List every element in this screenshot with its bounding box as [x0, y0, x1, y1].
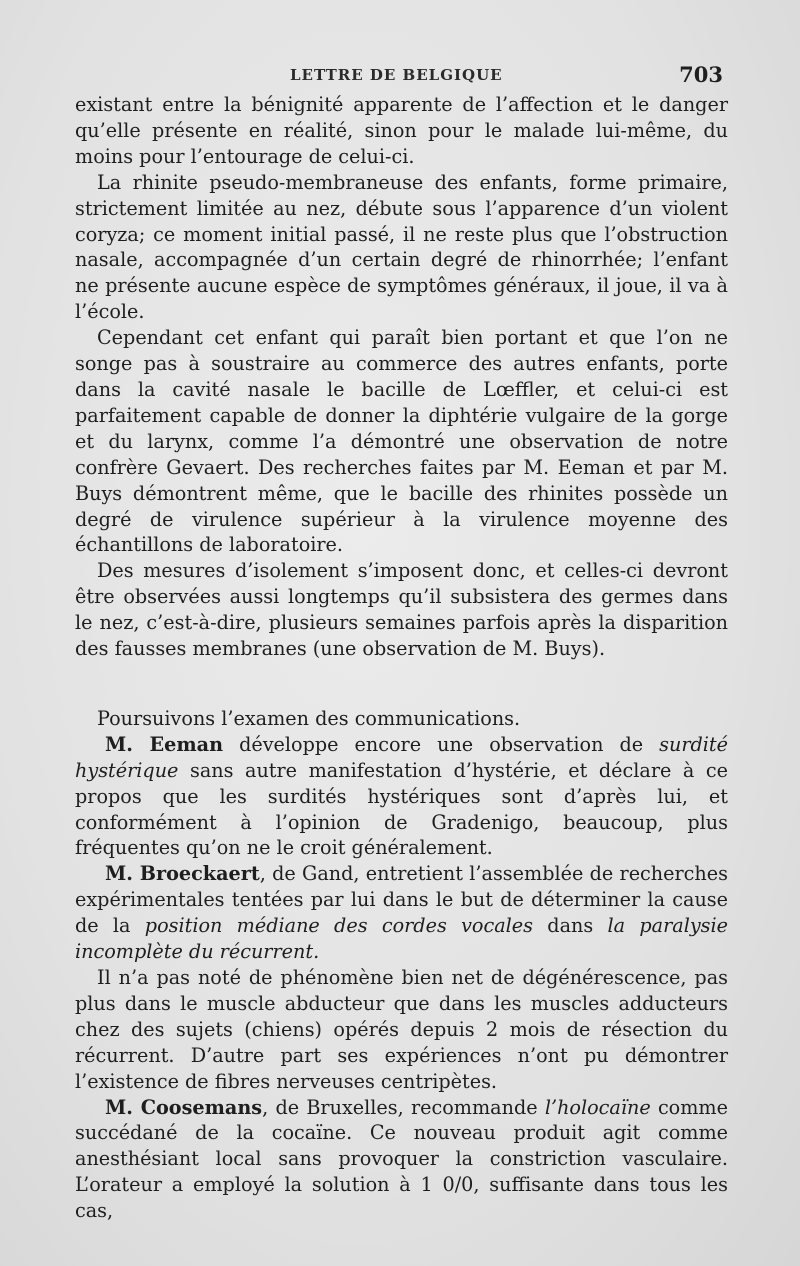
paragraph-rhinite: La rhinite pseudo-membraneuse des enfants, forme primaire, strictement limitée au nez, débute sous l’apparence d’un violent coryza; ce moment initial passé, il ne reste plus que l’obstruction nasale, accompagnée d’un certain degré de rhinorrhée; l’enfant ne présente aucune espèce de symptômes généraux, il joue, il va à l’école. — [75, 170, 728, 324]
italic-term: position médiane des cordes vocales — [144, 914, 533, 938]
paragraph-text: dans — [533, 914, 608, 938]
paragraph-continuation: existant entre la bénignité apparente de l’affection et le danger qu’elle présente en réalité, sinon pour le malade lui-même, du moins pour l’entourage de celui-ci. — [75, 93, 728, 168]
speaker-name: M. Eeman — [105, 732, 224, 756]
page-number: 703 — [679, 62, 723, 87]
paragraph-broeckaert — [75, 861, 728, 965]
section-gap — [75, 662, 728, 706]
speaker-name: M. Coosemans — [105, 1095, 263, 1119]
speaker-name: M. Broeckaert — [105, 862, 260, 886]
paragraph-eeman — [75, 732, 728, 862]
paragraph-text: développe encore une observation de — [223, 732, 660, 756]
italic-term: surdité hystérique — [75, 732, 728, 782]
paragraph-coosemans — [75, 1095, 728, 1225]
paragraph-isolement: Des mesures d’isolement s’imposent donc, et celles-ci devront être observées aussi longtemps qu’il subsistera des germes dans le nez, c’est-à-dire, plusieurs semaines parfois après la disparition des fausses membranes (une observation de M. Buys). — [75, 559, 728, 661]
paragraph-text: , de Gand, entretient l’assemblée de recherches expérimentales tentées par lui dans le but de déterminer la cause de la — [75, 862, 728, 938]
paragraph-poursuivons: Poursuivons l’examen des communications. — [97, 706, 521, 730]
italic-term: l’holocaïne — [544, 1095, 651, 1119]
page-header — [75, 62, 723, 88]
running-head: LETTRE DE BELGIQUE — [290, 66, 503, 84]
paragraph-bacille: Cependant cet enfant qui paraît bien portant et que l’on ne songe pas à soustraire au commerce des autres enfants, porte dans la cavité nasale le bacille de Lœffler, et celui-ci est parfaitement capable de donner la diphtérie vulgaire de la gorge et du larynx, comme l’a démontré une observation de notre confrère Gevaert. Des recherches faites par M. Eeman et par M. Buys démontrent même, que le bacille des rhinites possède un degré de virulence supérieur à la virulence moyenne des échantillons de laboratoire. — [75, 326, 728, 557]
paragraph-text: comme succédané de la cocaïne. Ce nouveau produit agit comme anesthésiant local sans provoquer la constriction vasculaire. L’orateur a employé la solution à 1 0/0, suffisante dans tous les cas, — [75, 1095, 728, 1223]
paragraph-text: sans autre manifestation d’hystérie, et déclare à ce propos que les surdités hystériques sont d’après lui, et conformément à l’opinion de Gradenigo, beaucoup, plus fréquentes qu’on ne le croit généralement. — [75, 758, 728, 860]
paragraph-degenerescence: Il n’a pas noté de phénomène bien net de dégénérescence, pas plus dans le muscle abducteur que dans les muscles adducteurs chez des sujets (chiens) opérés depuis 2 mois de résection du récurrent. D’autre part ses expériences n’ont pu démontrer l’existence de fibres nerveuses centripètes. — [75, 966, 728, 1093]
paragraph-text: , de Bruxelles, recommande — [262, 1095, 545, 1119]
page-body — [75, 92, 728, 1224]
italic-term: la paralysie incomplète du récurrent. — [75, 914, 729, 964]
